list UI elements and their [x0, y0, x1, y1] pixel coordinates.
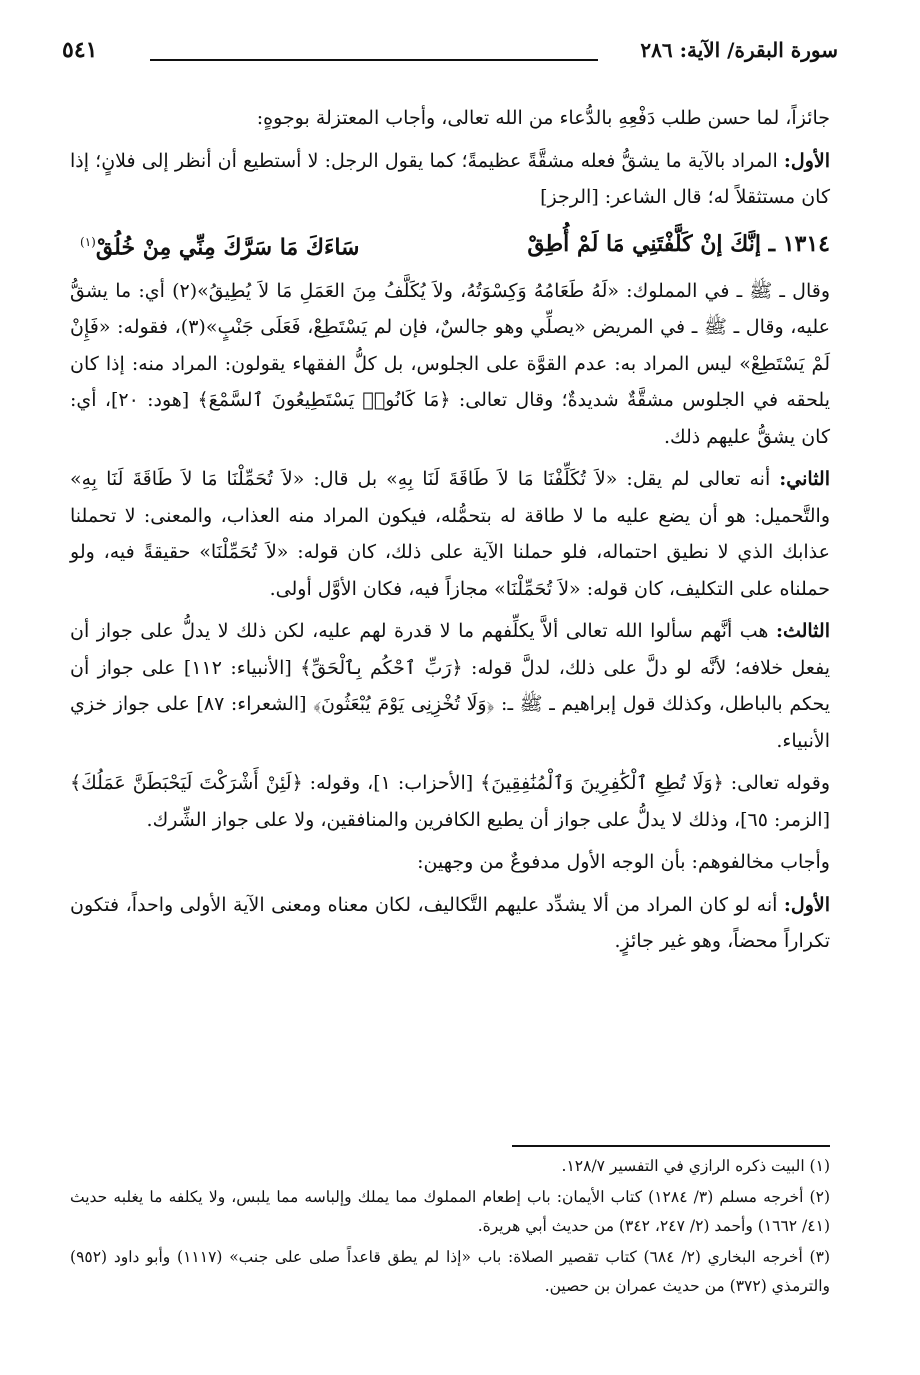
verse-second-hemistich: سَاءَكَ مَا سَرَّكَ مِنِّي مِنْ خُلُقْ$^{(١)}$ — [80, 233, 360, 260]
paragraph: وقال ـ ﷺ ـ في المملوك: «لَهُ طَعَامُهُ وَكِسْوَتُهُ، ولاَ يُكَلَّفُ مِنَ العَمَلِ مَا لاَ يُطِيقُ»(٢) أي: ما يشقُّ عليه، وقال ـ ﷺ ـ في المريض «يصلِّي وهو جالسٌ، فإن لم يَسْتَطِعْ، فَعَلَى جَنْبٍ»(٣)، فقوله: «فَإِنْ لَمْ يَسْتَطِعْ» ليس المراد به: عدم القوَّة على الجلوس، بل كلُّ الفقهاء يقولون: المراد منه: إذا كان يلحقه في الجلوس مشقَّةٌ شديدةٌ؛ وقال تعالى: ﴿مَا كَانُوا۟ يَسْتَطِيعُونَ ٱلسَّمْعَ﴾ [هود: ٢٠]، أي: كان يشقُّ عليهم ذلك. — [70, 279, 830, 448]
point-heading: الأول: — [783, 893, 830, 916]
paragraph: الأول: المراد بالآية ما يشقُّ فعله مشقَّةً عظيمةً؛ كما يقول الرجل: لا أستطيع أن أنظر إلى فلانٍ؛ إذا كان مستثقلاً له؛ قال الشاعر: [الرجز] — [70, 149, 830, 208]
footnote: (٢) أخرجه مسلم (٣/ ١٢٨٤) كتاب الأيمان: باب إطعام المملوك مما يملك وإلباسه مما يلبس، ولا يكلفه ما يغلبه حديث (٤١/ ١٦٦٢) وأحمد (٢/ ٢٤٧، ٣٤٢) من حديث أبي هريرة. — [70, 1188, 830, 1235]
point-heading: الثالث: — [775, 620, 830, 643]
point-heading: الثاني: — [779, 468, 830, 491]
paragraph: وقوله تعالى: ﴿وَلَا تُطِعِ ٱلْكَٰفِرِينَ وَٱلْمُنَٰفِقِينَ﴾ [الأحزاب: ١]، وقوله: ﴿لَئِنْ أَشْرَكْتَ لَيَحْبَطَنَّ عَمَلُكَ﴾ [الزمر: ٦٥]، وذلك لا يدلُّ على جواز أن يطيع الكافرين والمنافقين، ولا على جواز الشِّرك. — [70, 772, 830, 831]
paragraph: وأجاب مخالفوهم: بأن الوجه الأول مدفوعٌ من وجهين: — [417, 851, 830, 874]
footnote-separator — [512, 1145, 830, 1147]
running-title: سورة البقرة/ الآية: ٢٨٦ — [640, 38, 838, 62]
page-header — [62, 34, 838, 68]
verse-first-hemistich: ١٣١٤ ـ إنَّكَ إنْ كَلَّفْتَنِي مَا لَمْ أُطِقْ — [527, 231, 830, 258]
header-rule — [150, 59, 598, 61]
paragraph: الأول: أنه لو كان المراد من ألا يشدِّد عليهم التَّكاليف، لكان معناه ومعنى الآية الأولى واحداً، فتكون تكراراً محضاً، وهو غير جائزٍ. — [70, 893, 830, 953]
footnotes — [70, 1152, 830, 1303]
footnote-ref: (١) — [80, 234, 96, 249]
paragraph: الثاني: أنه تعالى لم يقل: «لاَ تُكَلِّفْنَا مَا لاَ طَاقَةَ لَنَا بِهِ» بل قال: «لاَ تُحَمِّلْنَا مَا لاَ طَاقَةَ لَنَا بِهِ» والتَّحميل: هو أن يضع عليه ما لا طاقة له بتحمُّله، فيكون المراد منه العذاب، والمعنى: لا تحملنا عذابك الذي لا نطيق احتماله، فلو حملنا الآية على ذلك، كان قوله: «لاَ تُحَمِّلْنَا» حقيقةً فيه، ولو حملناه على التكليف، كان قوله: «لاَ تُحَمِّلْنَا» مجازاً فيه، فكان الأوَّل أولى. — [70, 468, 830, 600]
paragraph: جائزاً، لما حسن طلب دَفْعِهِ بالدُّعاء من الله تعالى، وأجاب المعتزلة بوجوهٍ: — [256, 107, 830, 129]
footnote: (١) البيت ذكره الرازي في التفسير ١٢٨/٧. — [561, 1157, 830, 1175]
point-heading: الأول: — [783, 149, 830, 172]
verse-number: ١٣١٤ — [782, 231, 830, 258]
footnote: (٣) أخرجه البخاري (٢/ ٦٨٤) كتاب تقصير الصلاة: باب «إذا لم يطق قاعداً صلى على جنب» (١١١٧) وأبو داود (٩٥٢) والترمذي (٣٧٢) من حديث عمران بن حصين. — [70, 1248, 830, 1295]
poetry-verse — [70, 222, 830, 267]
paragraph: الثالث: هب أنَّهم سألوا الله تعالى ألاَّ يكلِّفهم ما لا قدرة لهم عليه، لكن ذلك لا يدلُّ على جواز أن يفعل خلافه؛ لأنَّه لو دلَّ على ذلك، لدلَّ قوله: ﴿رَبِّ ٱحْكُم بِٱلْحَقِّ﴾ [الأنبياء: ١١٢] على جواز أن يحكم بالباطل، وكذلك قول إبراهيم ـ ﷺ ـ: ﴿وَلَا تُخْزِنِى يَوْمَ يُبْعَثُونَ﴾ [الشعراء: ٨٧] على جواز خزي الأنبياء. — [70, 620, 831, 752]
page-number: ٥٤١ — [62, 37, 98, 63]
main-text — [70, 100, 830, 966]
